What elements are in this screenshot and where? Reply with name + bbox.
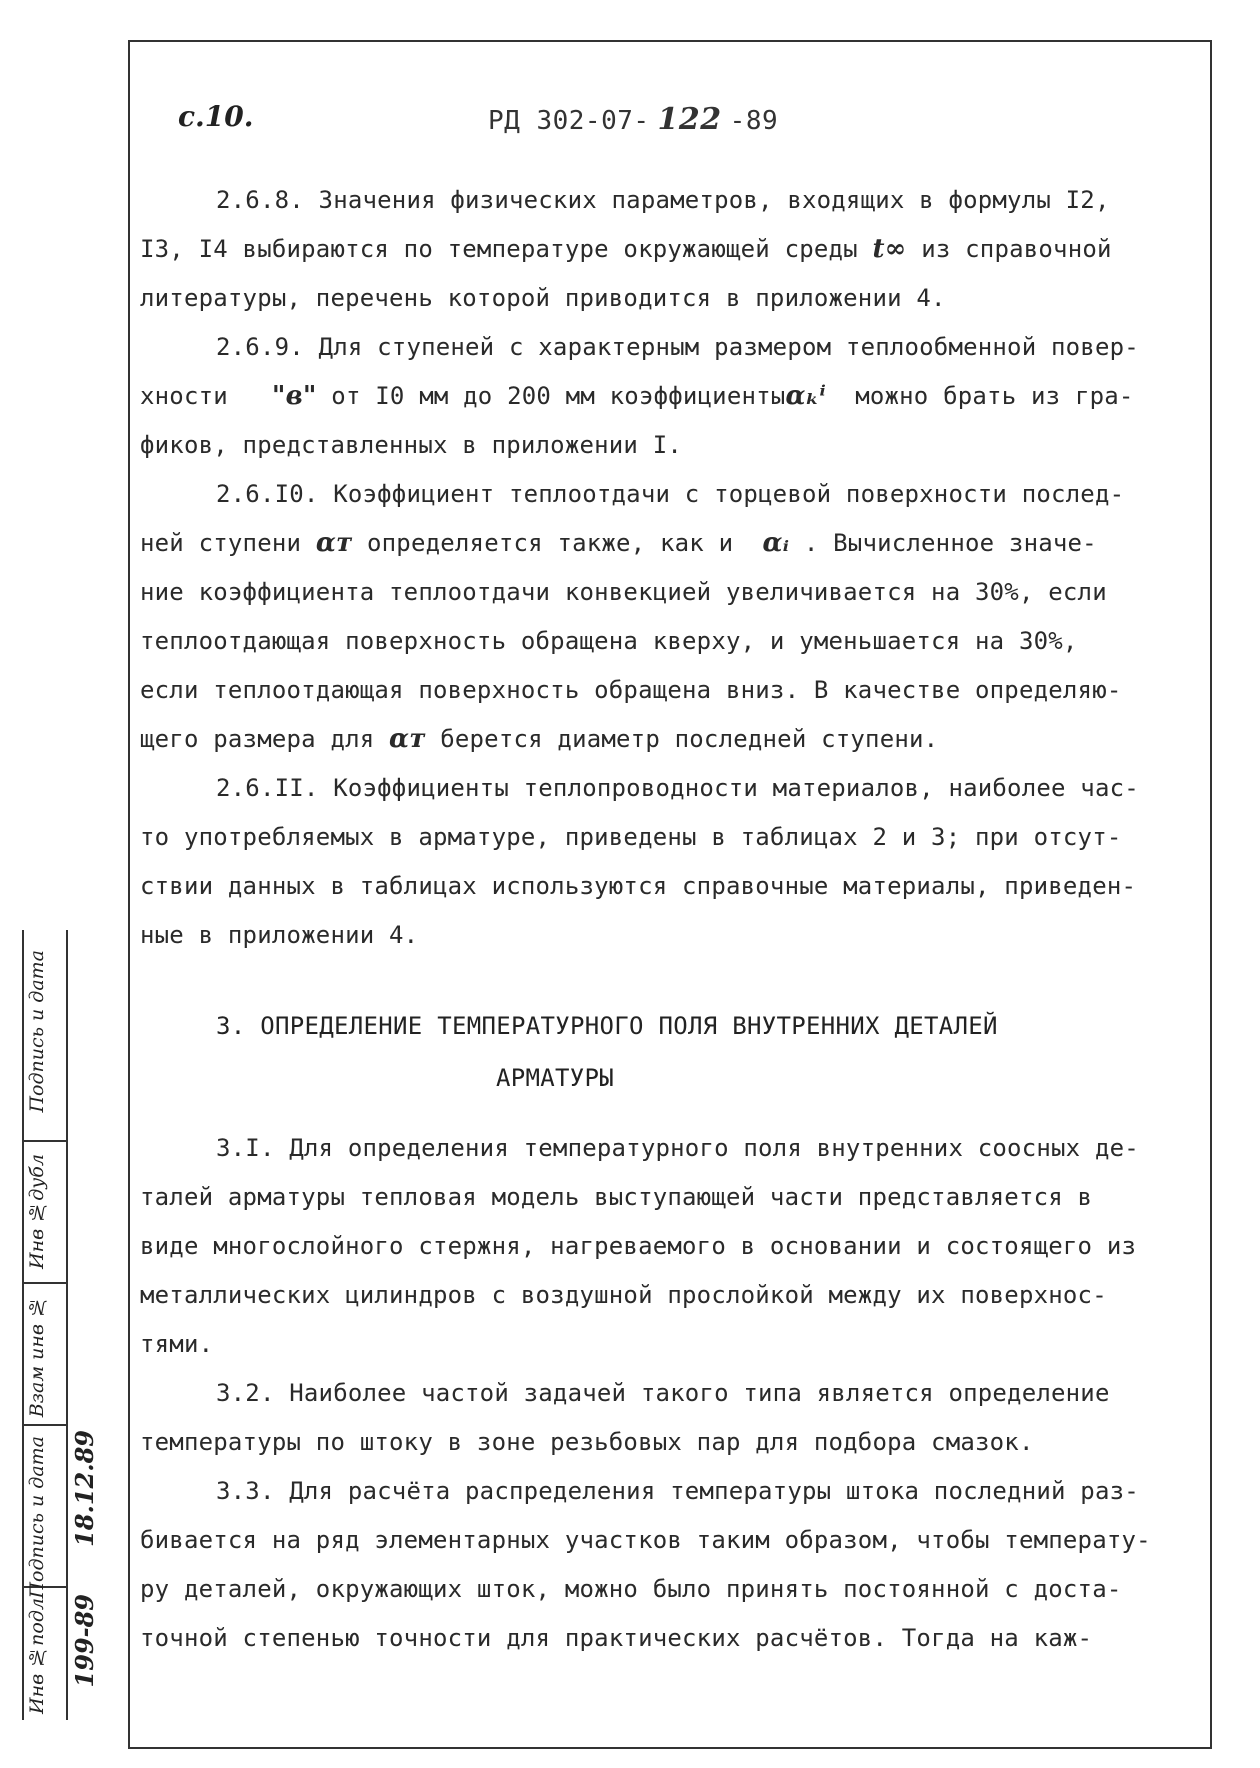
paragraph-line: 2.6.8. Значения физических параметров, входящих в формулы I2,: [216, 186, 1110, 214]
document-body: [140, 176, 1205, 1663]
margin-stamp: [22, 930, 110, 1720]
stamp-cell: [24, 1426, 66, 1599]
alpha-i-symbol: αᵢ: [762, 528, 790, 558]
paragraph-line: 3.3. Для расчёта распределения температуры штока последний раз-: [216, 1477, 1139, 1505]
doc-code-prefix: РД 302-07-: [488, 106, 650, 136]
paragraph-line: ные в приложении 4.: [140, 921, 419, 949]
text-span: берется диаметр последней ступени.: [440, 725, 939, 753]
paragraph-line: температуры по штоку в зоне резьбовых пар для подбора смазок.: [140, 1428, 1034, 1456]
paragraph-line: [140, 519, 1205, 568]
section-heading-continued: АРМАТУРЫ: [496, 1064, 614, 1092]
doc-code-suffix: -89: [729, 106, 779, 136]
paragraph-line: 2.6.I0. Коэффициент теплоотдачи с торцевой поверхности послед-: [216, 480, 1125, 508]
paragraph-line: бивается на ряд элементарных участков таким образом, чтобы температу-: [140, 1526, 1151, 1554]
alpha-t-symbol: αᴛ: [315, 528, 353, 558]
section-heading: 3. ОПРЕДЕЛЕНИЕ ТЕМПЕРАТУРНОГО ПОЛЯ ВНУТРЕННИХ ДЕТАЛЕЙ: [216, 1012, 998, 1040]
page-header: [0, 100, 1260, 150]
paragraph-line: ние коэффициента теплоотдачи конвекцией увеличивается на 30%, если: [140, 578, 1107, 606]
stamp-cell: [24, 1588, 66, 1718]
stamp-cell: [24, 1284, 66, 1426]
paragraph-line: [140, 225, 1205, 274]
stamp-cell: [24, 1142, 66, 1284]
paragraph-line: фиков, представленных в приложении I.: [140, 431, 683, 459]
text-span: I3, I4 выбираются по температуре окружающей среды: [140, 235, 858, 263]
page-number: с.10.: [178, 100, 254, 133]
stamp-label: Взам инв №: [26, 1296, 48, 1418]
spacer: [140, 960, 1205, 1000]
stamp-cell: [24, 930, 66, 1142]
paragraph-line: виде многослойного стержня, нагреваемого в основании и состоящего из: [140, 1232, 1137, 1260]
paragraph-line: [140, 372, 1205, 421]
stamp-label: Подпись и дата: [26, 1436, 48, 1599]
stamp-label: Подпись и дата: [26, 950, 48, 1113]
text-span: определяется также, как и: [367, 529, 734, 557]
paragraph-line: литературы, перечень которой приводится в приложении 4.: [140, 284, 946, 312]
b-symbol: "в": [271, 381, 317, 411]
paragraph-line: ру деталей, окружающих шток, можно было принять постоянной с доста-: [140, 1575, 1122, 1603]
doc-code-number: 122: [657, 102, 722, 137]
text-span: . Вычисленное значе-: [803, 529, 1097, 557]
paragraph-line: [140, 715, 1205, 764]
text-span: от I0 мм до 200 мм коэффициенты: [331, 382, 786, 410]
text-span: щего размера для: [140, 725, 375, 753]
text-span: ней ступени: [140, 529, 302, 557]
document-code: [488, 102, 778, 137]
paragraph-line: 2.6.II. Коэффициенты теплопроводности материалов, наиболее час-: [216, 774, 1139, 802]
text-span: хности: [140, 382, 228, 410]
alpha-k-i-symbol: αₖⁱ: [785, 381, 826, 411]
paragraph-line: тями.: [140, 1330, 214, 1358]
paragraph-line: точной степенью точности для практических расчётов. Тогда на каж-: [140, 1624, 1093, 1652]
paragraph-line: если теплоотдающая поверхность обращена вниз. В качестве определяю-: [140, 676, 1122, 704]
paragraph-line: 3.I. Для определения температурного поля внутренних соосных де-: [216, 1134, 1139, 1162]
paragraph-line: талей арматуры тепловая модель выступающей части представляется в: [140, 1183, 1093, 1211]
text-span: из справочной: [921, 235, 1112, 263]
stamp-label-column: [24, 930, 68, 1720]
text-span: можно брать из гра-: [855, 382, 1134, 410]
t-infinity-symbol: t∞: [872, 234, 907, 264]
paragraph-line: ствии данных в таблицах используются справочные материалы, приведен-: [140, 872, 1137, 900]
paragraph-line: теплоотдающая поверхность обращена кверху, и уменьшается на 30%,: [140, 627, 1078, 655]
spacer: [140, 1104, 1205, 1124]
inventory-number: 199-89: [70, 1594, 99, 1688]
paragraph-line: металлических цилиндров с воздушной прослойкой между их поверхнос-: [140, 1281, 1107, 1309]
paragraph-line: 2.6.9. Для ступеней с характерным размером теплообменной повер-: [216, 333, 1139, 361]
alpha-t-symbol: αᴛ: [389, 724, 426, 754]
paragraph-line: то употребляемых в арматуре, приведены в таблицах 2 и 3; при отсут-: [140, 823, 1122, 851]
paragraph-line: 3.2. Наиболее частой задачей такого типа является определение: [216, 1379, 1110, 1407]
stamp-label: Инв №подл: [26, 1598, 48, 1714]
stamp-label: Инв №дубл: [26, 1154, 48, 1269]
signature-date: 18.12.89: [70, 1430, 99, 1547]
